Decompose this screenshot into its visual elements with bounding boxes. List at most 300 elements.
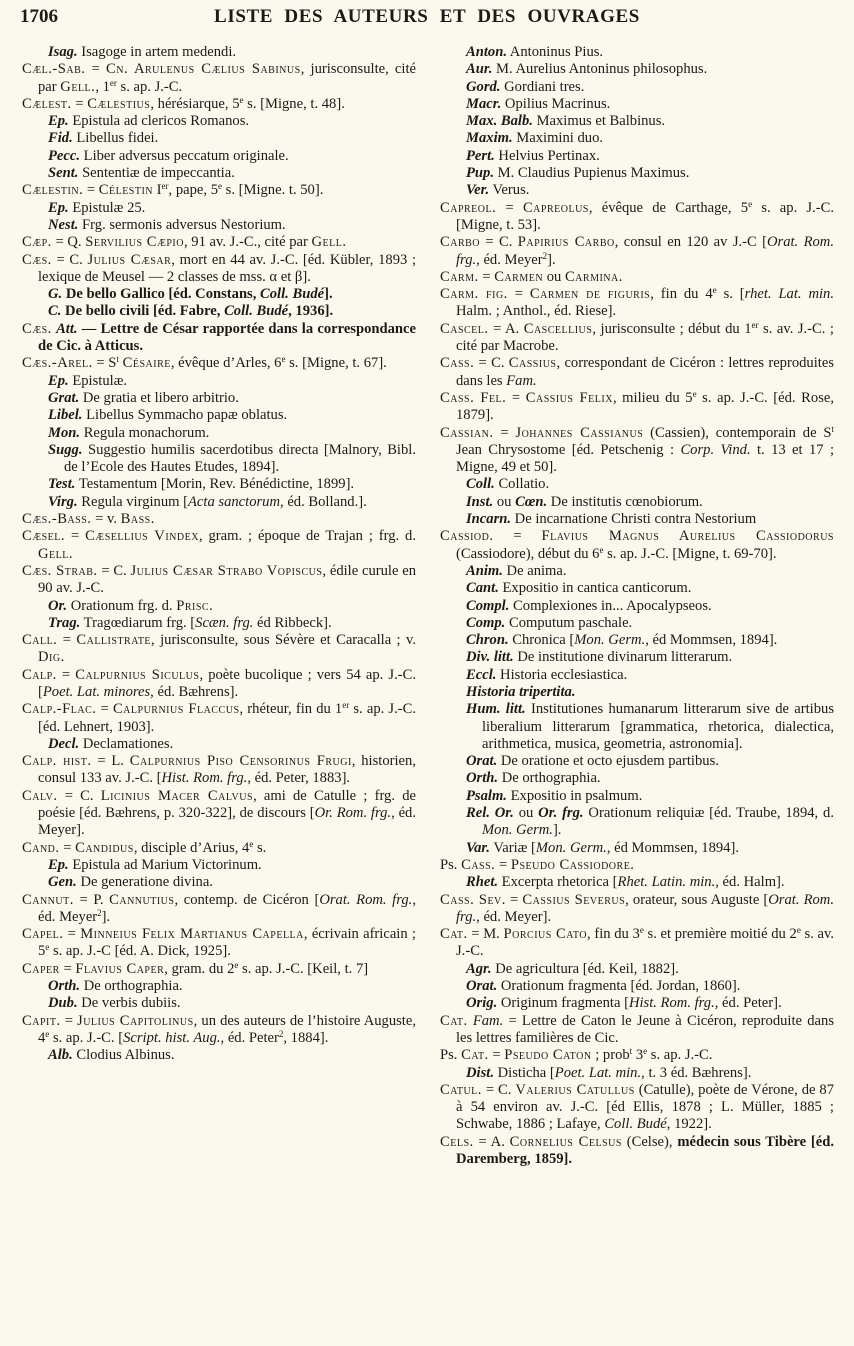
entry-text: Cassius [508,355,557,372]
entry-text: (Celse), [621,1133,678,1150]
abbreviation: Cælest. [22,95,72,112]
abbreviation: Orat. [466,753,498,770]
work-entry [22,978,416,995]
abbreviation: Aur. [466,61,493,78]
abbreviation: Isag. [48,44,78,60]
work-entry [22,407,416,424]
work-entry [440,667,834,684]
entry-text: = C. [474,355,509,372]
abbreviation: G. [48,286,63,303]
author-entry [440,355,834,390]
work-entry [440,148,834,165]
entry-text: er [109,77,117,88]
entry-text: De institutione divinarum litterarum. [513,649,733,666]
entry-text: éd Ribbeck]. [253,614,332,631]
abbreviation: Inst. [466,493,494,510]
entry-text: s. ap. J.-C. [éd. Lehnert, 1903]. [38,701,416,735]
entry-text: M. Aurelius Antoninus philosophus. [492,61,708,78]
author-entry [22,753,416,788]
entry-text: Flavius Caper [75,960,165,977]
entry-text: Epistulæ 25. [68,199,146,216]
entry-text: Expositio in psalmum. [506,787,643,804]
abbreviation: Call. [22,632,58,649]
entry-text: Tragœdiarum frg. [ [80,614,196,631]
entry-text: s. ap. J.-C. [éd. Rose, 1879]. [456,389,835,424]
abbreviation: Pert. [466,147,495,164]
entry-text: Testamentum [Morin, Rev. Bénédictine, 1899]. [75,476,355,493]
entry-text: e [748,198,753,209]
abbreviation: Cæs. [22,251,52,268]
work-entry [440,563,834,580]
entry-text: , 1922]. [666,1116,712,1133]
entry-text: De incarnatione Christi contra Nestorium [511,511,757,528]
abbreviation: Div. litt. [466,649,514,666]
entry-text: Orat. Rom. frg. [319,891,413,908]
entry-text: = S [92,355,117,372]
entry-text: Gell. [60,78,96,95]
abbreviation: Cat. [440,926,468,943]
entry-text: Variæ [ [489,839,536,856]
entry-text: s. ap. J.-C. [Migne, t. 53]. [456,199,835,233]
work-entry [22,200,416,217]
entry-text: Poet. Lat. min. [554,1064,642,1081]
abbreviation: Fid. [48,130,73,147]
entry-text: Orationum reliquiæ [éd. Traube, 1894, d. [583,805,835,822]
entry-text: Regula virginum [ [77,493,188,510]
entry-text: Coll. Budé [260,286,325,303]
abbreviation: Pup. [466,165,494,182]
entry-text: Jean Chrysostome [éd. Petschenig : [456,441,681,458]
abbreviation: Orth. [48,978,81,995]
author-entry [22,321,416,356]
author-entry [22,892,416,927]
abbreviation: Cels. [440,1133,474,1150]
work-entry [22,442,416,477]
abbreviation: Cæs. Strab. [22,562,98,579]
entry-text: = M. [467,926,504,943]
abbreviation: Caper [22,960,60,977]
work-entry [22,373,416,390]
entry-text: Servilius Cæpio [85,234,184,251]
entry-text: = [493,424,516,441]
work-entry [22,130,416,147]
entry-text: , éd. Bolland.]. [280,493,367,510]
work-entry [440,684,834,701]
work-entry [440,79,834,96]
work-entry [22,857,416,874]
author-entry [440,528,834,563]
entry-text: s. [Migne. t. 50]. [222,182,324,199]
author-entry [22,234,416,251]
left-column [22,44,416,1065]
entry-text: Célestin [98,182,154,199]
entry-text: , éd Mommsen, 1894]. [606,839,739,856]
entry-text: De generatione divina. [76,874,213,891]
entry-text: Gell. [311,234,347,251]
abbreviation: Cass. Fel. [440,389,507,406]
entry-text: t [116,354,119,365]
entry-text: Pseudo Caton [504,1047,592,1064]
entry-text: , poète bucolique ; vers 54 ap. J.-C. [ [38,666,417,700]
entry-text: , jurisconsulte, cité par [38,61,416,95]
abbreviation: Calp. hist. [22,753,92,770]
work-entry [440,649,834,666]
entry-text: Cat. [461,1047,489,1064]
entry-text: Institutiones humanarum litterarum sive de artibus liberalium litterarum [grammatica, rhetorica, dialectica, arithmetica, musica, geometria, astronomia]. [482,701,835,752]
entry-text: Calpurnius Flaccus [112,701,240,718]
entry-text: Dig. [38,649,65,666]
entry-text: Or. Rom. frg. [314,805,392,822]
entry-text: Epistulæ. [68,372,128,389]
work-entry [22,390,416,407]
work-entry [440,632,834,649]
abbreviation: Test. [48,476,76,493]
entry-text: = [496,199,523,216]
entry-text: Sententiæ de impeccantia. [78,165,235,182]
entry-text: Chronica [ [508,632,575,649]
entry-text: Cascellius [523,320,593,337]
author-entry [22,96,416,113]
abbreviation: Orat. [466,978,498,995]
entry-text: Flavius Magnus Aurelius Cassiodorus [541,528,834,545]
entry-text: = [59,839,76,856]
abbreviation: Ep. [48,113,69,130]
right-column [440,44,834,1168]
entry-text: 3 [632,1047,644,1064]
work-entry [22,425,416,442]
entry-text: , évêque de Carthage, 5 [588,199,749,216]
author-entry [440,892,834,927]
entry-text: = [488,1047,505,1064]
entry-text: Cælestius [87,95,151,112]
entry-text: e [249,838,254,849]
entry-text: Prisc. [176,597,214,614]
entry-text: e [712,285,717,296]
entry-text: = Lettre de Caton le Jeune à Cicéron, reproduite dans les lettres familières de Cic. [456,1012,834,1046]
entry-text: Johannes Cassianus [515,424,644,441]
entry-text: = P. [73,891,110,908]
entry-text: De bello civili [éd. Fabre, [61,303,225,320]
abbreviation: Sugg. [48,441,83,458]
author-entry [440,200,834,235]
page-number: 1706 [20,6,58,27]
entry-text: Cn. Arulenus Cælius Sabinus [106,61,301,78]
entry-text: s. [Migne, t. 67]. [285,355,387,372]
entry-text: = [478,268,495,285]
entry-text: Calpurnius Piso Censorinus Frugi [129,753,352,770]
entry-text: Disticha [ [493,1064,555,1081]
entry-text: Suggestio humilis sacerdotibus directa [Malnory, Bibl. de l’Ecole des Hautes Etudes, 1894]. [64,441,416,476]
abbreviation: Ep. [48,372,69,389]
abbreviation: Carm. [440,268,479,285]
entry-text: Carmen [494,268,544,285]
work-entry [22,995,416,1012]
abbreviation: Anton. [466,44,507,60]
entry-text: = C. [97,562,131,579]
entry-text: , 1 [95,78,110,95]
entry-text: s. ap. J.-C. [Migne, t. 69-70]. [603,545,777,562]
entry-text: , 91 av. J.-C., cité par [183,234,312,251]
entry-text: = Q. [51,234,86,251]
entry-text: = C. [57,787,101,804]
entry-text: ou [543,268,565,285]
entry-text: Isagoge in artem medendi. [77,44,237,60]
entry-text: , rhéteur, fin du 1 [239,701,343,718]
author-entry [22,788,416,840]
abbreviation: Grat. [48,389,80,406]
author-entry [22,182,416,199]
entry-text: = L. [91,753,130,770]
entry-text: (Cassien), contemporain de S [643,424,832,441]
entry-text: De gratia et libero arbitrio. [79,389,239,406]
entry-text: = [83,182,99,199]
abbreviation: C. [48,303,62,320]
entry-text: Mon. Germ. [482,822,553,839]
abbreviation: Hum. litt. [466,701,526,718]
entry-text: Fam. [506,372,537,389]
entry-text: Gordiani tres. [500,78,585,95]
entry-text: , t. 3 éd. Bæhrens]. [641,1064,752,1081]
abbreviation: Cannut. [22,891,74,908]
entry-text: Minneius Felix Martianus Capella [80,926,304,943]
abbreviation: Virg. [48,493,78,510]
entry-text: , fin du 3 [587,926,640,943]
entry-text: Cannutius [109,891,175,908]
entry-text: Mon. Germ. [574,632,646,649]
work-entry [440,874,834,891]
entry-text: Hist. Rom. frg. [161,770,248,787]
entry-text: Gell. [38,545,74,562]
entry-text: Carmen de figuris [529,286,651,303]
abbreviation: Pecc. [48,147,80,164]
abbreviation: Ver. [466,182,490,199]
entry-text: Computum paschale. [505,614,633,631]
work-entry [22,494,416,511]
entry-text: Acta sanctorum [188,493,281,510]
entry-text: , éd. Bæhrens]. [150,683,239,700]
entry-text: Corp. Vind. [680,441,751,458]
abbreviation: Cant. [466,580,499,597]
author-entry [440,269,834,286]
work-entry [440,494,834,511]
entry-text: Bass. [120,511,155,528]
entry-text: Ps. [440,856,462,873]
abbreviation: Cand. [22,839,60,856]
entry-text: , éd. Meyer]. [38,805,416,839]
abbreviation: Cat. [440,1012,468,1029]
work-entry [22,736,416,753]
entry-text: t. 13 et 17 ; Migne, 49 et 50]. [456,441,834,476]
entry-text: 2 [97,907,102,918]
work-entry [22,165,416,182]
work-entry [440,1065,834,1082]
abbreviation: Eccl. [466,666,497,683]
abbreviation: Maxim. [466,130,513,147]
entry-text: De orthographia. [498,770,601,787]
author-entry [440,425,834,477]
abbreviation: Carm. fig. [440,286,508,303]
entry-text: Clodius Albinus. [72,1047,175,1064]
abbreviation: Compl. [466,597,510,614]
author-entry [440,1047,834,1064]
entry-text: Complexiones in... Apocalypseos. [509,597,712,614]
entry-text: Scæn. frg. [195,614,254,631]
entry-text: Cornelius Celsus [509,1133,622,1150]
work-entry [440,44,834,61]
entry-text: = [60,1012,78,1029]
entry-text: e [281,354,286,365]
entry-text: Coll. Budé [604,1116,667,1133]
entry-text: Carmina. [564,268,623,285]
entry-text: Licinius Macer Calvus [100,787,254,804]
entry-text: Julius Cæsar [87,251,172,268]
entry-text: s. av. J.-C. ; cité par Macrobe. [456,320,834,355]
work-entry [440,130,834,147]
work-entry [440,61,834,78]
abbreviation: Sent. [48,165,79,182]
author-entry [440,234,834,269]
work-entry [440,476,834,493]
entry-text: Calpurnius Siculus [75,666,200,683]
entry-text: s. ap. J.-C [éd. A. Dick, 1925]. [49,943,231,960]
abbreviation: Calv. [22,787,58,804]
author-entry [22,1013,416,1048]
entry-text: , éd. Meyer [476,251,543,268]
entry-text: s. ap. J.-C. [Keil, t. 7] [238,960,369,977]
entry-text: , ami de Catulle ; frg. de poésie [éd. Bæhrens, p. 320-322], de discours [ [38,787,416,822]
entry-text: = [59,960,76,977]
entry-text: Césaire [122,355,171,372]
abbreviation: Rel. Or. [466,805,514,822]
entry-text: = [96,701,113,718]
abbreviation: Carbo [440,234,481,251]
work-entry [440,805,834,840]
entry-text: Mon. Germ. [535,839,607,856]
entry-text: , gram. ; époque de Trajan ; frg. d. [198,528,416,545]
entry-text: Orat. Rom. frg. [456,891,834,925]
work-entry [22,44,416,61]
entry-text: , éd. Halm]. [715,874,785,891]
abbreviation: Cass. Sev. [440,891,506,908]
entry-text: s. av. J.-C. [456,926,834,960]
entry-text: er [342,700,350,711]
abbreviation: Historia tripertita. [466,683,576,700]
entry-text: e [643,1046,648,1057]
entry-text: De verbis dubiis. [77,995,181,1012]
work-entry [22,1047,416,1064]
entry-text: Declamationes. [79,735,174,752]
entry-text: De oratione et octo ejusdem partibus. [497,753,719,770]
entry-text: , jurisconsulte ; début du 1 [592,320,752,337]
entry-text: Orat. Rom. frg. [456,234,834,268]
entry-text: De bello Gallico [éd. Constans, [62,286,261,303]
abbreviation: Cæp. [22,234,52,251]
entry-text: = [507,286,530,303]
entry-text: ]. [101,908,111,925]
entry-text: = [71,95,88,112]
work-entry [440,961,834,978]
work-entry [22,113,416,130]
entry-text: Historia ecclesiastica. [496,666,628,683]
work-entry [440,995,834,1012]
abbreviation: Cœn. [515,493,548,510]
author-entry [22,252,416,287]
entry-text: Valerius Catullus [515,1081,635,1098]
entry-text: Capreolus [522,199,589,216]
entry-text: = [493,528,542,545]
entry-text: M. Claudius Pupienus Maximus. [493,165,690,182]
entry-text: = C. [481,1081,516,1098]
entry-text: e [639,925,644,936]
entry-text: s. [ [716,286,745,303]
abbreviation: Rhet. [466,874,499,891]
entry-text: , 1936]. [288,303,334,320]
work-entry [440,598,834,615]
author-entry [22,667,416,702]
abbreviation: Cascel. [440,320,489,337]
abbreviation: Cæs. [22,320,52,337]
entry-text: ou [493,493,516,510]
entry-text: Orationum frg. d. [67,597,177,614]
entry-text: , évêque d’Arles, 6 [170,355,282,372]
entry-text: e [599,544,604,555]
entry-text: , éd. Meyer]. [476,908,552,925]
abbreviation: Calp. [22,666,57,683]
entry-text: s. ap. J.-C. [ [49,1029,124,1046]
entry-text: Antoninus Pius. [506,44,604,60]
entry-text: rhet. Lat. min. [744,286,834,303]
abbreviation: Cæl.-Sab. [22,61,86,78]
entry-text: = A. [473,1133,510,1150]
abbreviation: Cæs.-Arel. [22,355,93,372]
abbreviation: Alb. [48,1047,73,1064]
entry-text: , édile curule en 90 av. J.-C. [38,562,416,597]
author-entry [22,961,416,978]
abbreviation: Orth. [466,770,499,787]
work-entry [22,148,416,165]
entry-text: = C. [51,251,88,268]
entry-text: Opilius Macrinus. [501,95,611,112]
author-entry [440,1013,834,1048]
entry-text: , orateur, sous Auguste [ [625,891,769,908]
author-entry [22,701,416,736]
abbreviation: Orig. [466,995,498,1012]
entry-text: Maximus et Balbinus. [532,113,666,130]
entry-text: ou [513,805,539,822]
entry-text: Poet. Lat. minores [42,683,151,700]
author-entry [22,528,416,563]
entry-text: Orationum fragmenta [éd. Jordan, 1860]. [497,978,741,995]
abbreviation: Cassian. [440,424,494,441]
entry-text: = [56,666,76,683]
author-entry [22,632,416,667]
entry-text: s. [Migne, t. 48]. [243,95,345,112]
abbreviation: Cæsel. [22,528,66,545]
entry-text: Pseudo Cassiodore. [510,856,635,873]
abbreviation: Or. [48,597,68,614]
entry-text: = A. [488,320,524,337]
abbreviation: Anim. [466,562,503,579]
author-entry [440,1082,834,1134]
entry-text: médecin sous Tibère [éd. Daremberg, 1859]. [456,1133,835,1167]
entry-text: = [495,856,511,873]
author-entry [440,1134,834,1169]
entry-text: , consul en 120 av J.-C [ [614,234,767,251]
entry-text: s. ap. J.-C. [116,78,183,95]
abbreviation: Mon. [48,424,81,441]
entry-text: De anima. [502,562,567,579]
entry-text: Halm. ; Anthol., éd. Riese]. [456,303,617,320]
